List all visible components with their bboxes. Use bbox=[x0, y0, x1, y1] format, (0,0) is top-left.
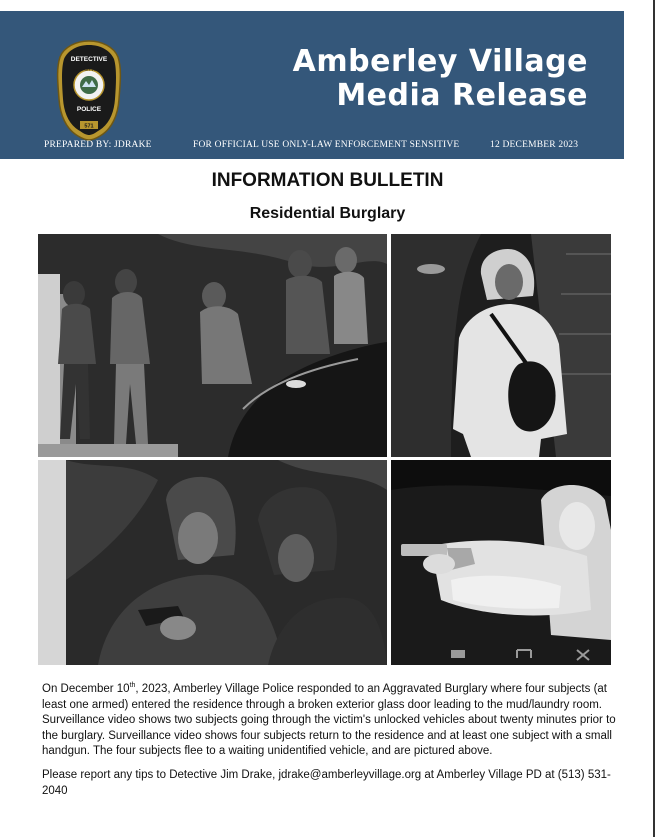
header-banner bbox=[0, 11, 624, 159]
surveillance-image-group bbox=[38, 234, 387, 457]
title-line-1: Amberley Village bbox=[292, 44, 588, 79]
bulletin-subheading: Residential Burglary bbox=[249, 205, 406, 222]
surveillance-photo-4 bbox=[391, 460, 611, 665]
surveillance-image-closeup bbox=[38, 460, 387, 665]
title-line-2: Media Release bbox=[336, 78, 588, 113]
badge-number: 571 bbox=[84, 123, 94, 130]
surveillance-image-single-subject bbox=[391, 234, 611, 457]
bulletin-heading: INFORMATION BULLETIN bbox=[211, 170, 444, 191]
incident-text-start: On December 10 bbox=[42, 683, 130, 695]
prepared-by: PREPARED BY: JDRAKE bbox=[44, 140, 152, 150]
surveillance-photo-3 bbox=[38, 460, 387, 665]
incident-text-rest: , 2023, Amberley Village Police responded to an Aggravated Burglary where four subjects (at least one armed) entered the residence through a broken exterior glass door leading to the mud/laundry room. Surveillance video shows two subjects going through the victim's unlocked vehicles about twenty minutes prior to the burglary. Surveillance video shows four subjects return to the residence and at least one subject with a small handgun. The four subjects flee to a waiting unidentified vehicle, and are pictured above. bbox=[42, 683, 616, 757]
release-date: 12 DECEMBER 2023 bbox=[490, 140, 579, 150]
badge-ring-text: AMBERLEY VILLAGE bbox=[73, 68, 105, 72]
police-badge-logo bbox=[56, 39, 122, 141]
badge-bottom-text: POLICE bbox=[76, 106, 102, 113]
surveillance-photo-2 bbox=[391, 234, 611, 457]
incident-description bbox=[42, 682, 617, 760]
classification: FOR OFFICIAL USE ONLY-LAW ENFORCEMENT SENSITIVE bbox=[193, 140, 460, 150]
badge-top-text: DETECTIVE bbox=[70, 56, 108, 63]
surveillance-photo-1 bbox=[38, 234, 387, 457]
tip-contact-info: Please report any tips to Detective Jim Drake, jdrake@amberleyvillage.org at Amberley Village PD at (513) 531-2040 bbox=[42, 769, 611, 797]
media-release-title bbox=[293, 45, 588, 113]
surveillance-image-night-vision bbox=[391, 460, 611, 665]
date-ordinal: th bbox=[129, 682, 136, 690]
